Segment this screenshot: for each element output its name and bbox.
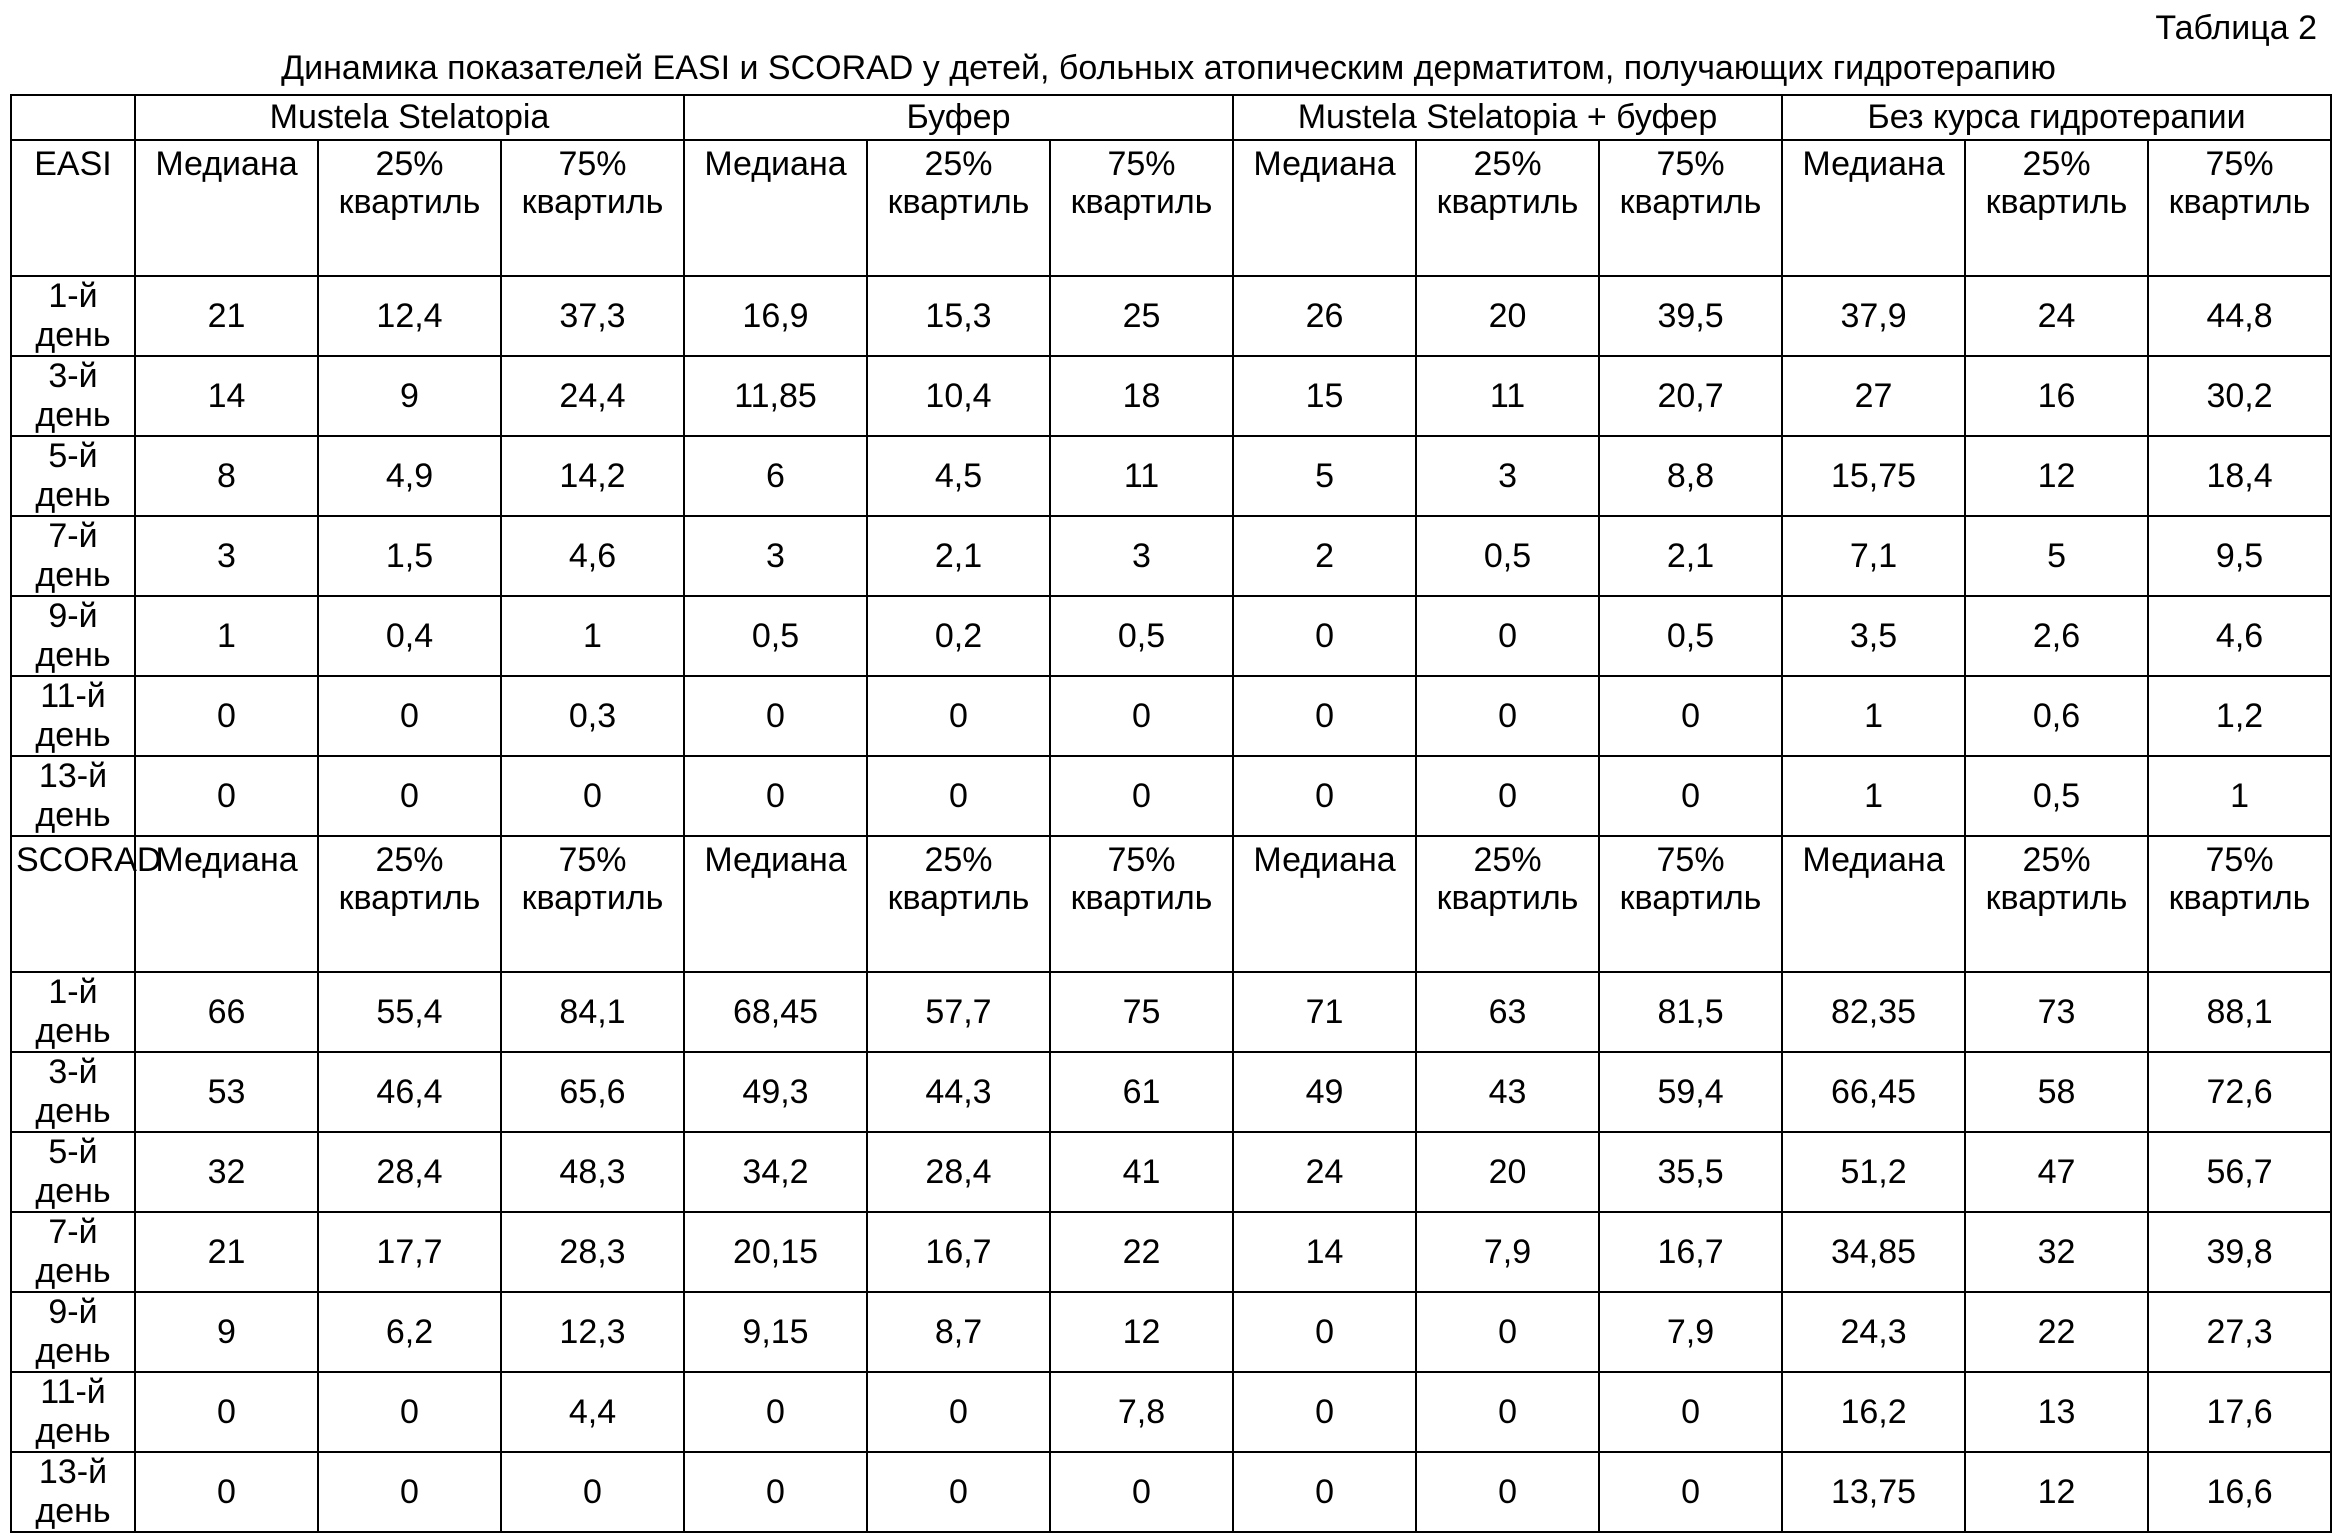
subheader-cell: Медиана [1233, 836, 1416, 972]
value-cell: 17,7 [318, 1212, 501, 1292]
value-cell: 15,75 [1782, 436, 1965, 516]
subheader-cell: 25% квартиль [1965, 836, 2148, 972]
group-header-row [11, 95, 2331, 140]
value-cell: 20,15 [684, 1212, 867, 1292]
value-cell: 66 [135, 972, 318, 1052]
table-caption: Динамика показателей EASI и SCORAD у детей, больных атопическим дерматитом, получающих гидротерапию [281, 49, 2056, 87]
value-cell: 7,8 [1050, 1372, 1233, 1452]
value-cell: 7,9 [1416, 1212, 1599, 1292]
day-label: 11-й день [11, 1372, 135, 1452]
day-label: 7-й день [11, 1212, 135, 1292]
subheader-cell: 25% квартиль [1416, 140, 1599, 276]
value-cell: 0 [684, 1372, 867, 1452]
value-cell: 4,6 [501, 516, 684, 596]
value-cell: 61 [1050, 1052, 1233, 1132]
value-cell: 1 [1782, 756, 1965, 836]
value-cell: 0,5 [1599, 596, 1782, 676]
value-cell: 13 [1965, 1372, 2148, 1452]
day-label: 5-й день [11, 1132, 135, 1212]
value-cell: 22 [1050, 1212, 1233, 1292]
table-body [11, 95, 2331, 1532]
value-cell: 7,9 [1599, 1292, 1782, 1372]
day-label: 7-й день [11, 516, 135, 596]
value-cell: 37,3 [501, 276, 684, 356]
value-cell: 0 [1050, 676, 1233, 756]
value-cell: 34,2 [684, 1132, 867, 1212]
value-cell: 11 [1416, 356, 1599, 436]
table-row [11, 356, 2331, 436]
subheader-cell: 25% квартиль [318, 836, 501, 972]
value-cell: 14,2 [501, 436, 684, 516]
group-header: Буфер [684, 95, 1233, 140]
value-cell: 25 [1050, 276, 1233, 356]
table-row [11, 972, 2331, 1052]
subheader-cell: Медиана [684, 836, 867, 972]
subheader-cell: 75% квартиль [501, 140, 684, 276]
subheader-cell: Медиана [135, 140, 318, 276]
value-cell: 8,8 [1599, 436, 1782, 516]
value-cell: 49 [1233, 1052, 1416, 1132]
value-cell: 32 [1965, 1212, 2148, 1292]
value-cell: 0,5 [684, 596, 867, 676]
table-row [11, 1372, 2331, 1452]
value-cell: 0 [1416, 756, 1599, 836]
table-row [11, 676, 2331, 756]
table-row [11, 1292, 2331, 1372]
value-cell: 73 [1965, 972, 2148, 1052]
value-cell: 44,8 [2148, 276, 2331, 356]
subheader-cell: 75% квартиль [1599, 140, 1782, 276]
value-cell: 68,45 [684, 972, 867, 1052]
value-cell: 4,9 [318, 436, 501, 516]
value-cell: 5 [1965, 516, 2148, 596]
subheader-cell: 75% квартиль [1050, 836, 1233, 972]
value-cell: 41 [1050, 1132, 1233, 1212]
value-cell: 0 [1599, 1452, 1782, 1532]
value-cell: 0 [318, 756, 501, 836]
table-row [11, 1132, 2331, 1212]
value-cell: 0 [1233, 1372, 1416, 1452]
value-cell: 0,5 [1965, 756, 2148, 836]
value-cell: 3 [1416, 436, 1599, 516]
subheader-cell: Медиана [1233, 140, 1416, 276]
table-row [11, 516, 2331, 596]
value-cell: 0 [1233, 1452, 1416, 1532]
value-cell: 24,3 [1782, 1292, 1965, 1372]
value-cell: 13,75 [1782, 1452, 1965, 1532]
subheader-cell: 25% квартиль [867, 140, 1050, 276]
value-cell: 0 [684, 756, 867, 836]
value-cell: 6,2 [318, 1292, 501, 1372]
value-cell: 0 [1599, 1372, 1782, 1452]
value-cell: 66,45 [1782, 1052, 1965, 1132]
value-cell: 0 [1599, 676, 1782, 756]
value-cell: 20 [1416, 1132, 1599, 1212]
value-cell: 0 [501, 1452, 684, 1532]
value-cell: 8,7 [867, 1292, 1050, 1372]
value-cell: 16,2 [1782, 1372, 1965, 1452]
value-cell: 0 [1233, 1292, 1416, 1372]
day-label: 3-й день [11, 356, 135, 436]
value-cell: 14 [1233, 1212, 1416, 1292]
day-label: 9-й день [11, 1292, 135, 1372]
value-cell: 0 [318, 1452, 501, 1532]
value-cell: 16,7 [1599, 1212, 1782, 1292]
value-cell: 46,4 [318, 1052, 501, 1132]
subheader-cell: 75% квартиль [2148, 140, 2331, 276]
value-cell: 28,4 [867, 1132, 1050, 1212]
value-cell: 11,85 [684, 356, 867, 436]
subheader-cell: 75% квартиль [501, 836, 684, 972]
subheader-cell: 25% квартиль [867, 836, 1050, 972]
value-cell: 21 [135, 276, 318, 356]
subheader-cell: 25% квартиль [318, 140, 501, 276]
day-label: 1-й день [11, 276, 135, 356]
value-cell: 0 [1599, 756, 1782, 836]
subheader-cell: 25% квартиль [1965, 140, 2148, 276]
value-cell: 59,4 [1599, 1052, 1782, 1132]
value-cell: 0 [684, 1452, 867, 1532]
value-cell: 0 [1233, 756, 1416, 836]
day-label: 5-й день [11, 436, 135, 516]
table-row [11, 596, 2331, 676]
value-cell: 0 [1233, 596, 1416, 676]
day-label: 3-й день [11, 1052, 135, 1132]
value-cell: 2,1 [867, 516, 1050, 596]
table-row [11, 276, 2331, 356]
value-cell: 16,7 [867, 1212, 1050, 1292]
value-cell: 82,35 [1782, 972, 1965, 1052]
value-cell: 57,7 [867, 972, 1050, 1052]
value-cell: 12 [1965, 436, 2148, 516]
value-cell: 24,4 [501, 356, 684, 436]
value-cell: 9,5 [2148, 516, 2331, 596]
value-cell: 0 [135, 676, 318, 756]
value-cell: 1 [1782, 676, 1965, 756]
table-row [11, 436, 2331, 516]
subheader-row [11, 836, 2331, 972]
day-label: 11-й день [11, 676, 135, 756]
value-cell: 28,4 [318, 1132, 501, 1212]
value-cell: 81,5 [1599, 972, 1782, 1052]
value-cell: 12,4 [318, 276, 501, 356]
table-row [11, 1052, 2331, 1132]
data-table [10, 94, 2332, 1533]
value-cell: 32 [135, 1132, 318, 1212]
table-row [11, 1452, 2331, 1532]
value-cell: 7,1 [1782, 516, 1965, 596]
value-cell: 0 [1050, 756, 1233, 836]
subheader-cell: Медиана [135, 836, 318, 972]
subheader-row [11, 140, 2331, 276]
value-cell: 24 [1233, 1132, 1416, 1212]
value-cell: 71 [1233, 972, 1416, 1052]
value-cell: 12 [1965, 1452, 2148, 1532]
value-cell: 39,8 [2148, 1212, 2331, 1292]
value-cell: 49,3 [684, 1052, 867, 1132]
value-cell: 56,7 [2148, 1132, 2331, 1212]
value-cell: 0 [1233, 676, 1416, 756]
value-cell: 18 [1050, 356, 1233, 436]
value-cell: 1 [501, 596, 684, 676]
value-cell: 37,9 [1782, 276, 1965, 356]
value-cell: 27,3 [2148, 1292, 2331, 1372]
subheader-cell: Медиана [1782, 836, 1965, 972]
value-cell: 16 [1965, 356, 2148, 436]
value-cell: 44,3 [867, 1052, 1050, 1132]
value-cell: 1 [135, 596, 318, 676]
value-cell: 35,5 [1599, 1132, 1782, 1212]
value-cell: 0 [135, 1452, 318, 1532]
value-cell: 15 [1233, 356, 1416, 436]
value-cell: 17,6 [2148, 1372, 2331, 1452]
group-header: Mustela Stelatopia + буфер [1233, 95, 1782, 140]
value-cell: 24 [1965, 276, 2148, 356]
value-cell: 0,3 [501, 676, 684, 756]
value-cell: 9 [318, 356, 501, 436]
table-row [11, 1212, 2331, 1292]
value-cell: 20,7 [1599, 356, 1782, 436]
value-cell: 0,5 [1050, 596, 1233, 676]
subheader-cell: 75% квартиль [2148, 836, 2331, 972]
day-label: 9-й день [11, 596, 135, 676]
value-cell: 3 [1050, 516, 1233, 596]
value-cell: 84,1 [501, 972, 684, 1052]
value-cell: 48,3 [501, 1132, 684, 1212]
value-cell: 0 [501, 756, 684, 836]
value-cell: 3,5 [1782, 596, 1965, 676]
value-cell: 0,6 [1965, 676, 2148, 756]
value-cell: 26 [1233, 276, 1416, 356]
value-cell: 0 [1050, 1452, 1233, 1532]
day-label: 1-й день [11, 972, 135, 1052]
value-cell: 6 [684, 436, 867, 516]
value-cell: 0 [1416, 676, 1599, 756]
value-cell: 12,3 [501, 1292, 684, 1372]
value-cell: 9,15 [684, 1292, 867, 1372]
value-cell: 4,5 [867, 436, 1050, 516]
value-cell: 16,9 [684, 276, 867, 356]
value-cell: 3 [135, 516, 318, 596]
value-cell: 58 [1965, 1052, 2148, 1132]
value-cell: 12 [1050, 1292, 1233, 1372]
value-cell: 53 [135, 1052, 318, 1132]
value-cell: 55,4 [318, 972, 501, 1052]
table-number-label: Таблица 2 [2155, 9, 2317, 47]
subheader-cell: Медиана [684, 140, 867, 276]
value-cell: 1 [2148, 756, 2331, 836]
value-cell: 43 [1416, 1052, 1599, 1132]
subheader-cell: Медиана [1782, 140, 1965, 276]
section-label: SCORAD [11, 836, 135, 972]
value-cell: 1,5 [318, 516, 501, 596]
table-row [11, 756, 2331, 836]
group-header: Mustela Stelatopia [135, 95, 684, 140]
value-cell: 2,6 [1965, 596, 2148, 676]
value-cell: 0 [1416, 1372, 1599, 1452]
value-cell: 72,6 [2148, 1052, 2331, 1132]
value-cell: 28,3 [501, 1212, 684, 1292]
value-cell: 11 [1050, 436, 1233, 516]
value-cell: 51,2 [1782, 1132, 1965, 1212]
value-cell: 65,6 [501, 1052, 684, 1132]
subheader-cell: 75% квартиль [1599, 836, 1782, 972]
value-cell: 20 [1416, 276, 1599, 356]
value-cell: 0 [1416, 1452, 1599, 1532]
value-cell: 9 [135, 1292, 318, 1372]
value-cell: 39,5 [1599, 276, 1782, 356]
value-cell: 0 [1416, 596, 1599, 676]
value-cell: 88,1 [2148, 972, 2331, 1052]
value-cell: 4,6 [2148, 596, 2331, 676]
value-cell: 3 [684, 516, 867, 596]
day-label: 13-й день [11, 756, 135, 836]
value-cell: 0 [135, 1372, 318, 1452]
value-cell: 18,4 [2148, 436, 2331, 516]
corner-cell [11, 95, 135, 140]
value-cell: 34,85 [1782, 1212, 1965, 1292]
section-label: EASI [11, 140, 135, 276]
day-label: 13-й день [11, 1452, 135, 1532]
value-cell: 2,1 [1599, 516, 1782, 596]
value-cell: 1,2 [2148, 676, 2331, 756]
value-cell: 15,3 [867, 276, 1050, 356]
value-cell: 0 [867, 1372, 1050, 1452]
value-cell: 0 [684, 676, 867, 756]
value-cell: 0 [135, 756, 318, 836]
value-cell: 21 [135, 1212, 318, 1292]
value-cell: 0,5 [1416, 516, 1599, 596]
value-cell: 47 [1965, 1132, 2148, 1212]
value-cell: 10,4 [867, 356, 1050, 436]
value-cell: 22 [1965, 1292, 2148, 1372]
group-header: Без курса гидротерапии [1782, 95, 2331, 140]
value-cell: 5 [1233, 436, 1416, 516]
subheader-cell: 25% квартиль [1416, 836, 1599, 972]
value-cell: 0,2 [867, 596, 1050, 676]
value-cell: 30,2 [2148, 356, 2331, 436]
value-cell: 75 [1050, 972, 1233, 1052]
value-cell: 0 [318, 1372, 501, 1452]
value-cell: 0 [867, 1452, 1050, 1532]
value-cell: 14 [135, 356, 318, 436]
value-cell: 4,4 [501, 1372, 684, 1452]
value-cell: 16,6 [2148, 1452, 2331, 1532]
value-cell: 0,4 [318, 596, 501, 676]
value-cell: 0 [867, 676, 1050, 756]
value-cell: 27 [1782, 356, 1965, 436]
value-cell: 0 [867, 756, 1050, 836]
value-cell: 0 [318, 676, 501, 756]
value-cell: 0 [1416, 1292, 1599, 1372]
subheader-cell: 75% квартиль [1050, 140, 1233, 276]
value-cell: 8 [135, 436, 318, 516]
value-cell: 63 [1416, 972, 1599, 1052]
value-cell: 2 [1233, 516, 1416, 596]
